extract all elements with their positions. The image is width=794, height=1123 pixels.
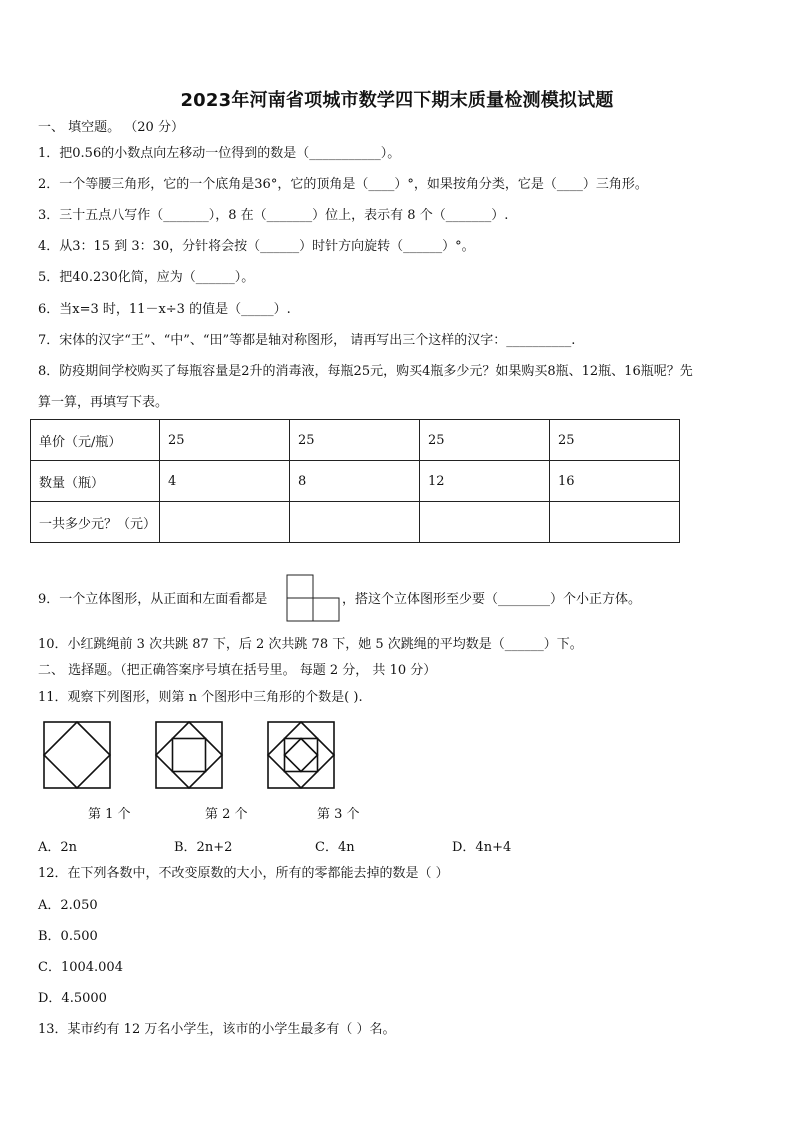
q11-option-c: C．4n xyxy=(315,840,355,855)
table-cell-empty xyxy=(160,502,290,543)
table-cell: 25 xyxy=(160,420,290,461)
figure-label-2: 第 2 个 xyxy=(205,807,248,822)
question-6: 6．当x=3 时，11－x÷3 的值是（_____）. xyxy=(38,302,291,317)
question-3: 3．三十五点八写作（_______），8 在（_______）位上，表示有 8 个（_______）. xyxy=(38,208,509,223)
figure-3 xyxy=(268,722,334,788)
question-11: 11．观察下列图形，则第 n 个图形中三角形的个数是( ). xyxy=(38,690,363,705)
question-2: 2．一个等腰三角形，它的一个底角是36°，它的顶角是（____）°，如果按角分类，它是（____）三角形。 xyxy=(38,177,648,192)
table-row xyxy=(31,420,680,461)
page-title: 2023年河南省项城市数学四下期末质量检测模拟试题 xyxy=(180,90,614,111)
q11-option-b: B．2n+2 xyxy=(174,840,233,855)
q12-option-d: D．4.5000 xyxy=(38,991,107,1006)
table-row-label: 一共多少元？（元） xyxy=(31,502,160,543)
question-9-end: ，搭这个立体图形至少要（________）个小正方体。 xyxy=(342,592,642,607)
table-row-label: 数量（瓶） xyxy=(31,461,160,502)
figure-label-1: 第 1 个 xyxy=(88,807,131,822)
table-cell-empty xyxy=(420,502,550,543)
q12-option-c: C．1004.004 xyxy=(38,960,123,975)
table-cell: 25 xyxy=(550,420,680,461)
table-row xyxy=(31,502,680,543)
nested-squares-figures xyxy=(40,720,340,792)
q12-option-a: A．2.050 xyxy=(38,898,98,913)
question-1: 1．把0.56的小数点向左移动一位得到的数是（___________）。 xyxy=(38,146,401,161)
price-table xyxy=(30,419,680,543)
table-cell-empty xyxy=(550,502,680,543)
table-row-label: 单价（元/瓶） xyxy=(31,420,160,461)
table-cell: 25 xyxy=(420,420,550,461)
table-cell: 8 xyxy=(290,461,420,502)
question-4: 4．从3：15 到 3：30，分针将会按（______）时针方向旋转（______）°。 xyxy=(38,239,475,254)
figure-2 xyxy=(156,722,222,788)
cube-view-figure xyxy=(286,574,340,622)
table-cell-empty xyxy=(290,502,420,543)
q11-option-a: A．2n xyxy=(38,840,78,855)
q12-option-b: B．0.500 xyxy=(38,929,98,944)
question-8-line-2: 算一算，再填写下表。 xyxy=(38,395,169,410)
question-12: 12．在下列各数中，不改变原数的大小，所有的零都能去掉的数是（ ） xyxy=(38,866,449,881)
table-cell: 12 xyxy=(420,461,550,502)
table-cell: 25 xyxy=(290,420,420,461)
question-8-line-1: 8．防疫期间学校购买了每瓶容量是2升的消毒液，每瓶25元，购买4瓶多少元？如果购买8瓶、12瓶、16瓶呢？先 xyxy=(38,364,693,379)
question-5: 5．把40.230化简，应为（______）。 xyxy=(38,270,255,285)
question-10: 10．小红跳绳前 3 次共跳 87 下，后 2 次共跳 78 下，她 5 次跳绳的平均数是（______）下。 xyxy=(38,637,583,652)
question-7: 7．宋体的汉字“王”、“中”、“田”等都是轴对称图形， 请再写出三个这样的汉字：__________. xyxy=(38,333,576,348)
table-cell: 4 xyxy=(160,461,290,502)
question-13: 13．某市约有 12 万名小学生，该市的小学生最多有（ ）名。 xyxy=(38,1022,396,1037)
figure-1 xyxy=(44,722,110,788)
section-fill-in-heading: 一、 填空题。 （20 分） xyxy=(38,120,184,135)
question-9-start: 9．一个立体图形，从正面和左面看都是 xyxy=(38,592,268,607)
table-row xyxy=(31,461,680,502)
section-choice-heading: 二、 选择题。（把正确答案序号填在括号里。 每题 2 分， 共 10 分） xyxy=(38,663,437,678)
table-cell: 16 xyxy=(550,461,680,502)
q11-option-d: D．4n+4 xyxy=(452,840,512,855)
figure-label-3: 第 3 个 xyxy=(317,807,360,822)
